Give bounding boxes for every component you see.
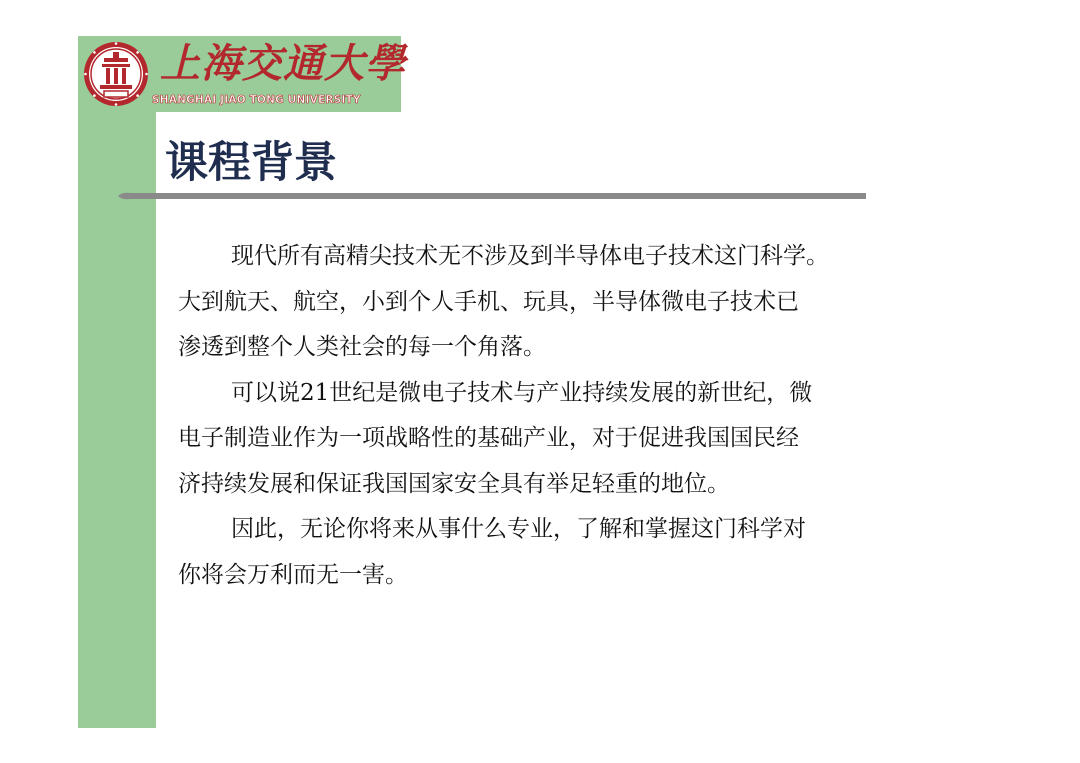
paragraph-line: 现代所有高精尖技术无不涉及到半导体电子技术这门科学。 <box>231 243 829 269</box>
slide-title: 课程背景 <box>165 138 337 188</box>
paragraph-1 <box>178 234 898 371</box>
paragraph-2 <box>178 371 898 508</box>
university-seal-icon <box>82 40 150 108</box>
paragraph-line: 济持续发展和保证我国国家安全具有举足轻重的地位。 <box>178 470 730 497</box>
paragraph-line: 大到航天、航空，小到个人手机、玩具，半导体微电子技术已 <box>178 288 799 315</box>
university-name-chinese: 上海交通大學 <box>160 40 406 87</box>
slide-body <box>178 234 898 598</box>
paragraph-3 <box>178 507 898 598</box>
sidebar-strip <box>78 36 156 728</box>
paragraph-line: 渗透到整个人类社会的每一个角落。 <box>178 334 546 360</box>
paragraph-line: 你将会万利而无一害。 <box>178 561 408 588</box>
paragraph-line: 因此，无论你将来从事什么专业，了解和掌握这门科学对 <box>231 516 806 542</box>
university-name-english: SHANGHAI JIAO TONG UNIVERSITY <box>152 94 361 106</box>
title-underline-rule <box>118 192 866 200</box>
paragraph-line: 电子制造业作为一项战略性的基础产业，对于促进我国国民经 <box>178 425 799 451</box>
paragraph-line: 可以说21世纪是微电子技术与产业持续发展的新世纪，微 <box>231 379 813 406</box>
